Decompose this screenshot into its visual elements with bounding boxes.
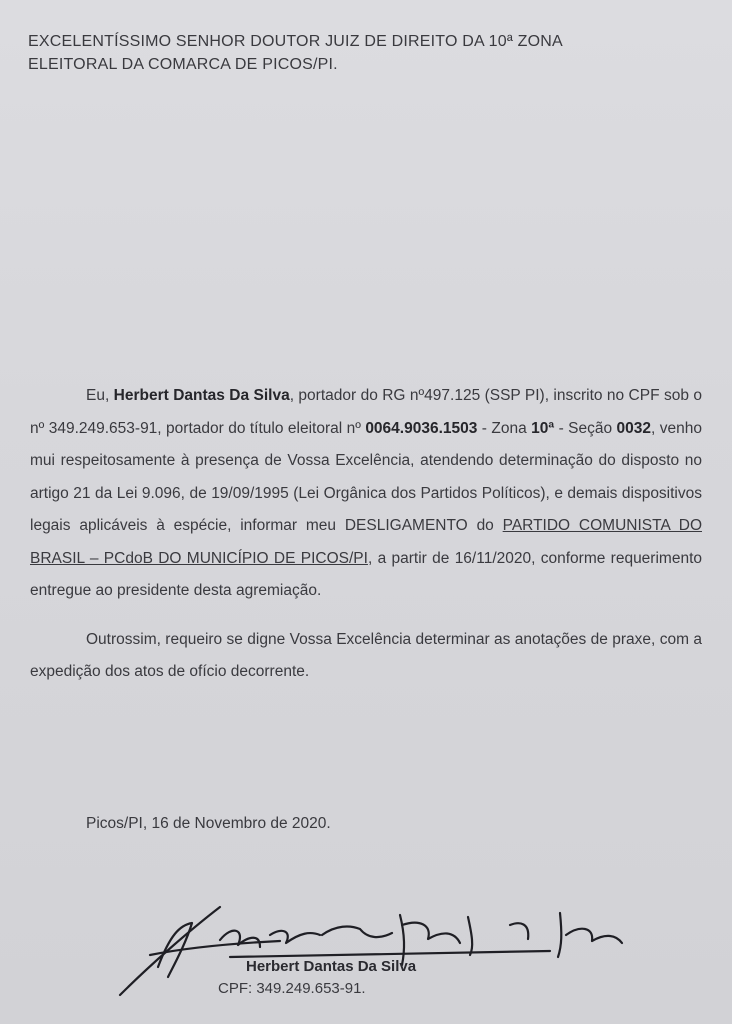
document-body: [30, 380, 702, 689]
date-line: Picos/PI, 16 de Novembro de 2020.: [86, 815, 331, 832]
zone-number: 10ª: [531, 419, 555, 437]
handwritten-signature: [110, 895, 650, 1005]
text-segment: , a partir de 16/11/2020, conforme requerimento entregue ao presidente desta agremiação.: [30, 549, 702, 599]
addressee-line-2: ELEITORAL DA COMARCA DE PICOS/PI.: [28, 56, 338, 73]
text-segment: - Seção: [554, 419, 617, 437]
party-name: PARTIDO COMUNISTA DO BRASIL – PCdoB DO MUNICÍPIO DE PICOS/PI: [30, 517, 702, 567]
addressee-header: [28, 30, 708, 76]
paragraph-request: Outrossim, requeiro se digne Vossa Excelência determinar as anotações de praxe, com a expedição dos atos de ofício decorrente.: [30, 630, 702, 680]
text-segment: - Zona: [477, 419, 532, 437]
voter-title-number: 0064.9036.1503: [365, 419, 478, 437]
text-segment: Eu,: [86, 387, 114, 404]
addressee-line-1: EXCELENTÍSSIMO SENHOR DOUTOR JUIZ DE DIREITO DA 10ª ZONA: [28, 33, 563, 50]
declarant-name: Herbert Dantas Da Silva: [113, 387, 290, 404]
text-segment: , venho mui respeitosamente à presença de Vossa Excelência, atendendo determinação do disposto no artigo 21 da Lei 9.096, de 19/09/1995 (Lei Orgânica dos Partidos Políticos), e demais dispositivos legais aplicáveis à espécie, informar meu DESLIGAMENTO do: [30, 419, 702, 534]
section-number: 0032: [616, 419, 652, 437]
paragraph-declaration: [30, 380, 702, 608]
text-segment: , portador do RG nº497.125 (SSP PI), inscrito no CPF sob o nº 349.249.653-91, portador do título eleitoral nº: [30, 387, 702, 437]
signatory-name: Herbert Dantas Da Silva: [246, 958, 417, 975]
signatory-cpf: CPF: 349.249.653-91.: [218, 980, 366, 997]
